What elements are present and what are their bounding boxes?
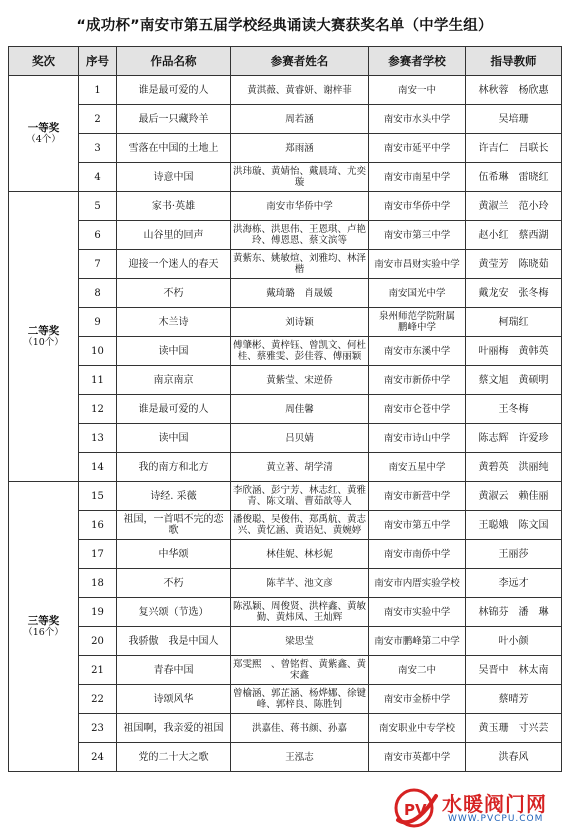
cell-teacher: 赵小红 蔡西湖 bbox=[466, 221, 562, 250]
cell-no: 9 bbox=[79, 308, 117, 337]
table-row bbox=[9, 482, 562, 511]
table-body bbox=[9, 76, 562, 772]
cell-teacher: 洪春风 bbox=[466, 743, 562, 772]
table-row bbox=[9, 511, 562, 540]
cell-no: 10 bbox=[79, 337, 117, 366]
cell-participants: 周若涵 bbox=[231, 105, 369, 134]
cell-teacher: 吴晋中 林太南 bbox=[466, 656, 562, 685]
cell-participants: 黄立著、胡学清 bbox=[231, 453, 369, 482]
cell-work: 读中国 bbox=[117, 424, 231, 453]
cell-participants: 黄紫莹、宋逆侨 bbox=[231, 366, 369, 395]
cell-teacher: 蔡晴芳 bbox=[466, 685, 562, 714]
cell-no: 16 bbox=[79, 511, 117, 540]
table-row bbox=[9, 105, 562, 134]
cell-work: 雪落在中国的土地上 bbox=[117, 134, 231, 163]
table-row bbox=[9, 279, 562, 308]
cell-work: 读中国 bbox=[117, 337, 231, 366]
cell-school: 南安二中 bbox=[369, 656, 466, 685]
table-row bbox=[9, 134, 562, 163]
cell-work: 诗意中国 bbox=[117, 163, 231, 192]
cell-work: 不朽 bbox=[117, 569, 231, 598]
cell-participants: 李欣涵、彭宁芳、林志红、黄雅青、陈文瑞、曹茹歆等人 bbox=[231, 482, 369, 511]
cell-no: 22 bbox=[79, 685, 117, 714]
cell-teacher: 蔡文旭 黄硕明 bbox=[466, 366, 562, 395]
cell-school: 南安市南侨中学 bbox=[369, 540, 466, 569]
cell-school: 南安市实验中学 bbox=[369, 598, 466, 627]
cell-no: 23 bbox=[79, 714, 117, 743]
award-group-count: （16个） bbox=[23, 626, 64, 638]
cell-teacher: 叶丽梅 黄韩英 bbox=[466, 337, 562, 366]
cell-participants: 梁思莹 bbox=[231, 627, 369, 656]
cell-no: 7 bbox=[79, 250, 117, 279]
cell-no: 12 bbox=[79, 395, 117, 424]
cell-school: 南安市第三中学 bbox=[369, 221, 466, 250]
cell-teacher: 王丽莎 bbox=[466, 540, 562, 569]
cell-teacher: 黄碧英 洪丽纯 bbox=[466, 453, 562, 482]
cell-teacher: 王聪娥 陈文国 bbox=[466, 511, 562, 540]
table-row bbox=[9, 627, 562, 656]
cell-school: 南安市诗山中学 bbox=[369, 424, 466, 453]
cell-work: 祖国，一首唱不完的恋歌 bbox=[117, 511, 231, 540]
cell-school: 南安一中 bbox=[369, 76, 466, 105]
cell-work: 不朽 bbox=[117, 279, 231, 308]
cell-participants: 刘诗颖 bbox=[231, 308, 369, 337]
cell-no: 15 bbox=[79, 482, 117, 511]
table-header-row bbox=[9, 47, 562, 76]
table-row bbox=[9, 395, 562, 424]
cell-work: 山谷里的回声 bbox=[117, 221, 231, 250]
cell-no: 17 bbox=[79, 540, 117, 569]
cell-participants: 郑雯熙 、曾铭哲、黄紫鑫、黄宋鑫 bbox=[231, 656, 369, 685]
cell-work: 祖国啊，我亲爱的祖国 bbox=[117, 714, 231, 743]
table-row bbox=[9, 453, 562, 482]
cell-participants: 王泓志 bbox=[231, 743, 369, 772]
cell-no: 4 bbox=[79, 163, 117, 192]
cell-work: 中华颂 bbox=[117, 540, 231, 569]
award-group-label: 二等奖 bbox=[27, 324, 60, 337]
cell-participants: 傅肇彬、黄梓钰、曾凯文、何杜桂、蔡雅雯、彭佳蓉、傅丽颖 bbox=[231, 337, 369, 366]
table-row bbox=[9, 714, 562, 743]
table-row bbox=[9, 424, 562, 453]
table-row bbox=[9, 250, 562, 279]
cell-no: 3 bbox=[79, 134, 117, 163]
cell-no: 6 bbox=[79, 221, 117, 250]
table-row bbox=[9, 76, 562, 105]
header-work: 作品名称 bbox=[117, 47, 231, 76]
table-row bbox=[9, 163, 562, 192]
cell-teacher: 叶小颜 bbox=[466, 627, 562, 656]
cell-work: 家书·英雄 bbox=[117, 192, 231, 221]
cell-teacher: 陈志辉 许爱珍 bbox=[466, 424, 562, 453]
cell-school: 南安市仑苍中学 bbox=[369, 395, 466, 424]
table-row bbox=[9, 569, 562, 598]
cell-no: 13 bbox=[79, 424, 117, 453]
cell-school: 南安市新营中学 bbox=[369, 482, 466, 511]
table-row bbox=[9, 192, 562, 221]
cell-work: 迎接一个迷人的春天 bbox=[117, 250, 231, 279]
header-school: 参赛者学校 bbox=[369, 47, 466, 76]
cell-participants: 潘俊聪、吴俊伟、郑禹航、黄志兴、黄忆涵、黄语妃、黄婉婷 bbox=[231, 511, 369, 540]
cell-teacher: 林锦芬 潘 琳 bbox=[466, 598, 562, 627]
cell-participants: 洪嘉佳、蒋书颜、孙嘉 bbox=[231, 714, 369, 743]
cell-no: 19 bbox=[79, 598, 117, 627]
cell-participants: 洪玮璇、黄婧怡、戴晨琦、尤奕璇 bbox=[231, 163, 369, 192]
table-row bbox=[9, 656, 562, 685]
watermark-text: 水暖阀门网 bbox=[442, 792, 547, 816]
award-group-cell bbox=[9, 192, 79, 482]
cell-no: 2 bbox=[79, 105, 117, 134]
cell-participants: 吕贝婧 bbox=[231, 424, 369, 453]
cell-work: 青春中国 bbox=[117, 656, 231, 685]
cell-no: 8 bbox=[79, 279, 117, 308]
cell-school: 南安市新侨中学 bbox=[369, 366, 466, 395]
award-group-label: 三等奖 bbox=[27, 614, 60, 627]
cell-teacher: 李远才 bbox=[466, 569, 562, 598]
table-row bbox=[9, 366, 562, 395]
cell-work: 木兰诗 bbox=[117, 308, 231, 337]
cell-work: 党的二十大之歌 bbox=[117, 743, 231, 772]
cell-school: 南安市内厝实验学校 bbox=[369, 569, 466, 598]
cell-teacher: 吴培珊 bbox=[466, 105, 562, 134]
cell-work: 诗经. 采薇 bbox=[117, 482, 231, 511]
cell-participants: 周佳馨 bbox=[231, 395, 369, 424]
cell-participants: 曾榆涵、郭芷涵、杨烨娜、徐键峰、郭梓良、陈胜钊 bbox=[231, 685, 369, 714]
cell-school: 南安市延平中学 bbox=[369, 134, 466, 163]
cell-school: 南安市昌财实验中学 bbox=[369, 250, 466, 279]
award-group-count: （4个） bbox=[26, 133, 61, 145]
cell-teacher: 伍希琳 雷晓红 bbox=[466, 163, 562, 192]
cell-no: 24 bbox=[79, 743, 117, 772]
award-group-cell bbox=[9, 482, 79, 772]
cell-teacher: 戴龙安 张冬梅 bbox=[466, 279, 562, 308]
cell-no: 20 bbox=[79, 627, 117, 656]
award-group-count: （10个） bbox=[23, 336, 64, 348]
table-row bbox=[9, 685, 562, 714]
cell-no: 21 bbox=[79, 656, 117, 685]
cell-work: 谁是最可爱的人 bbox=[117, 395, 231, 424]
cell-school: 南安市英都中学 bbox=[369, 743, 466, 772]
cell-teacher: 林秋蓉 杨欣惠 bbox=[466, 76, 562, 105]
cell-school: 南安市第五中学 bbox=[369, 511, 466, 540]
cell-work: 谁是最可爱的人 bbox=[117, 76, 231, 105]
cell-work: 诗颂风华 bbox=[117, 685, 231, 714]
header-participants: 参赛者姓名 bbox=[231, 47, 369, 76]
cell-participants: 郑雨涵 bbox=[231, 134, 369, 163]
cell-teacher: 王冬梅 bbox=[466, 395, 562, 424]
cell-school: 南安市华侨中学 bbox=[369, 192, 466, 221]
cell-work: 南京南京 bbox=[117, 366, 231, 395]
cell-school: 南安市鹏峰第二中学 bbox=[369, 627, 466, 656]
cell-school: 南安市南星中学 bbox=[369, 163, 466, 192]
cell-school: 南安市金桥中学 bbox=[369, 685, 466, 714]
awards-table bbox=[8, 46, 562, 772]
header-teacher: 指导教师 bbox=[466, 47, 562, 76]
cell-participants: 南安市华侨中学 bbox=[231, 192, 369, 221]
cell-participants: 洪海栋、洪思伟、王恩琪、卢艳玲、傅恩恩、蔡文滨等 bbox=[231, 221, 369, 250]
pv-logo-icon bbox=[392, 786, 442, 829]
cell-participants: 黄紫东、姚敏煊、刘雅均、林泽楷 bbox=[231, 250, 369, 279]
pv-logo-letters: PV bbox=[404, 801, 427, 819]
page-title: “成功杯”南安市第五届学校经典诵读大赛获奖名单（中学生组） bbox=[76, 18, 493, 34]
cell-no: 1 bbox=[79, 76, 117, 105]
cell-teacher: 黄莹芳 陈晓茹 bbox=[466, 250, 562, 279]
cell-work: 我的南方和北方 bbox=[117, 453, 231, 482]
award-group-cell bbox=[9, 76, 79, 192]
cell-school: 南安市东溪中学 bbox=[369, 337, 466, 366]
cell-teacher: 黄淑兰 范小玲 bbox=[466, 192, 562, 221]
site-watermark bbox=[392, 786, 569, 829]
table-row bbox=[9, 308, 562, 337]
award-group-label: 一等奖 bbox=[27, 121, 60, 134]
table-row bbox=[9, 598, 562, 627]
cell-participants: 戴琦璐 肖晟媛 bbox=[231, 279, 369, 308]
cell-school: 泉州师范学院附属 鹏峰中学 bbox=[369, 308, 466, 337]
header-no: 序号 bbox=[79, 47, 117, 76]
cell-school: 南安国光中学 bbox=[369, 279, 466, 308]
header-award: 奖次 bbox=[9, 47, 79, 76]
table-row bbox=[9, 221, 562, 250]
table-row bbox=[9, 540, 562, 569]
cell-participants: 陈芊芊、池文彦 bbox=[231, 569, 369, 598]
cell-no: 11 bbox=[79, 366, 117, 395]
cell-school: 南安五星中学 bbox=[369, 453, 466, 482]
cell-teacher: 黄玉珊 寸兴芸 bbox=[466, 714, 562, 743]
cell-work: 我骄傲 我是中国人 bbox=[117, 627, 231, 656]
cell-work: 复兴颂（节选） bbox=[117, 598, 231, 627]
cell-participants: 陈泓颖、周俊贤、洪梓鑫、黄敏勤、黄炜凤、王灿辉 bbox=[231, 598, 369, 627]
cell-school: 南安市水头中学 bbox=[369, 105, 466, 134]
cell-no: 14 bbox=[79, 453, 117, 482]
cell-teacher: 许吉仁 吕联长 bbox=[466, 134, 562, 163]
cell-teacher: 柯瑞红 bbox=[466, 308, 562, 337]
cell-no: 5 bbox=[79, 192, 117, 221]
table-row bbox=[9, 337, 562, 366]
cell-work: 最后一只藏羚羊 bbox=[117, 105, 231, 134]
watermark-url: WWW.PVCPU.COM bbox=[448, 814, 544, 824]
cell-teacher: 黄淑云 赖佳丽 bbox=[466, 482, 562, 511]
cell-no: 18 bbox=[79, 569, 117, 598]
cell-participants: 林佳妮、林杉妮 bbox=[231, 540, 369, 569]
cell-school: 南安职业中专学校 bbox=[369, 714, 466, 743]
cell-participants: 黄淇薇、黄睿妍、谢梓菲 bbox=[231, 76, 369, 105]
table-row bbox=[9, 743, 562, 772]
